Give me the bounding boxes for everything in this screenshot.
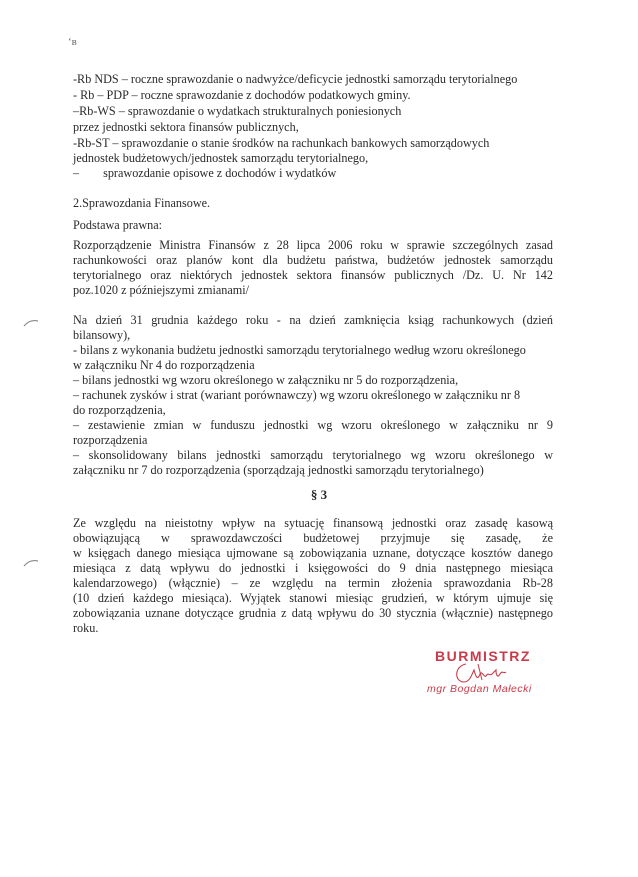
legal-basis-line: poz.1020 z późniejszymi zmianami/ [73,283,249,297]
legal-basis-label: Podstawa prawna: [73,218,163,232]
legal-basis-line: rachunkowości oraz planów kont dla budżetu państwa, budżetów jednostek samorządu [73,253,553,267]
report-list-item: –Rb-WS – sprawozdanie o wydatkach strukturalnych poniesionych [73,104,402,118]
report-list-item-text: sprawozdanie opisowe z dochodów i wydatków [103,166,337,180]
deadline-line: – bilans jednostki wg wzoru określonego w załączniku nr 5 do rozporządzenia, [73,373,459,387]
section-3-heading: § 3 [310,487,328,502]
corner-mark: ‘ʙ [68,36,77,48]
report-list-item: -Rb-ST – sprawozdanie o stanie środków na rachunkach bankowych samorządowych [73,136,490,150]
section-3-line: miesiąca z datą wpływu do jednostki i księgowości do 9 dnia następnego miesiąca [73,561,553,575]
deadline-line: w załączniku Nr 4 do rozporządzenia [73,358,255,372]
stamp-signatory-name: mgr Bogdan Małecki [427,683,532,695]
section-3-line: w księgach danego miesiąca ujmowane są zobowiązania uznane, dotyczące kosztów danego [73,546,553,560]
deadline-line: – zestawienie zmian w funduszu jednostki wg wzoru określonego w załączniku nr 9 [73,418,553,432]
deadline-line: - bilans z wykonania budżetu jednostki samorządu terytorialnego według wzoru określonego [73,343,526,357]
margin-mark [22,558,40,568]
section-2-title: 2.Sprawozdania Finansowe. [73,196,211,210]
deadline-line: do rozporządzenia, [73,403,166,417]
section-3-line: (10 dzień każdego miesiąca). Wyjątek stanowi miesiąc grudzień, w którym ujmuje się [73,591,553,605]
deadline-line: – skonsolidowany bilans jednostki samorządu terytorialnego wg wzoru określonego w [73,448,553,462]
section-3-line: obowiązującą w sprawozdawczości budżetowej przyjmuje się zasadę, że [73,531,553,545]
stamp-title: BURMISTRZ [435,648,531,664]
deadline-line: Na dzień 31 grudnia każdego roku - na dzień zamknięcia ksiąg rachunkowych (dzień [73,313,553,327]
report-list-item: jednostek budżetowych/jednostek samorządu terytorialnego, [73,151,369,165]
report-list-item: przez jednostki sektora finansów publicznych, [73,120,299,134]
report-list-item: - Rb – PDP – roczne sprawozdanie z dochodów podatkowych gminy. [73,88,411,102]
section-3-line: zobowiązania uznane dotyczące grudnia z datą wpływu do 30 stycznia (włącznie) następnego [73,606,553,620]
list-dash: – [73,166,80,180]
margin-mark [22,318,40,328]
deadline-line: – rachunek zysków i strat (wariant porównawczy) wg wzoru określonego w załączniku nr 8 [73,388,521,402]
deadline-line: rozporządzenia [73,433,148,447]
section-3-line: roku. [73,621,99,635]
deadline-line: bilansowy), [73,328,131,342]
section-3-line: Ze względu na nieistotny wpływ na sytuację finansową jednostki oraz zasadę kasową [73,516,553,530]
section-3-line: kalendarzowego) (włącznie) – ze względu na termin złożenia sprawozdania Rb-28 [73,576,553,590]
deadline-line: załączniku nr 7 do rozporządzenia (sporządzają jednostki samorządu terytorialnego) [73,463,484,477]
report-list-item: -Rb NDS – roczne sprawozdanie o nadwyżce/deficycie jednostki samorządu terytorialnego [73,72,518,86]
legal-basis-line: terytorialnego oraz niektórych jednostek sektora finansów publicznych /Dz. U. Nr 142 [73,268,553,282]
report-list-item [73,166,553,180]
legal-basis-line: Rozporządzenie Ministra Finansów z 28 lipca 2006 roku w sprawie szczególnych zasad [73,238,553,252]
